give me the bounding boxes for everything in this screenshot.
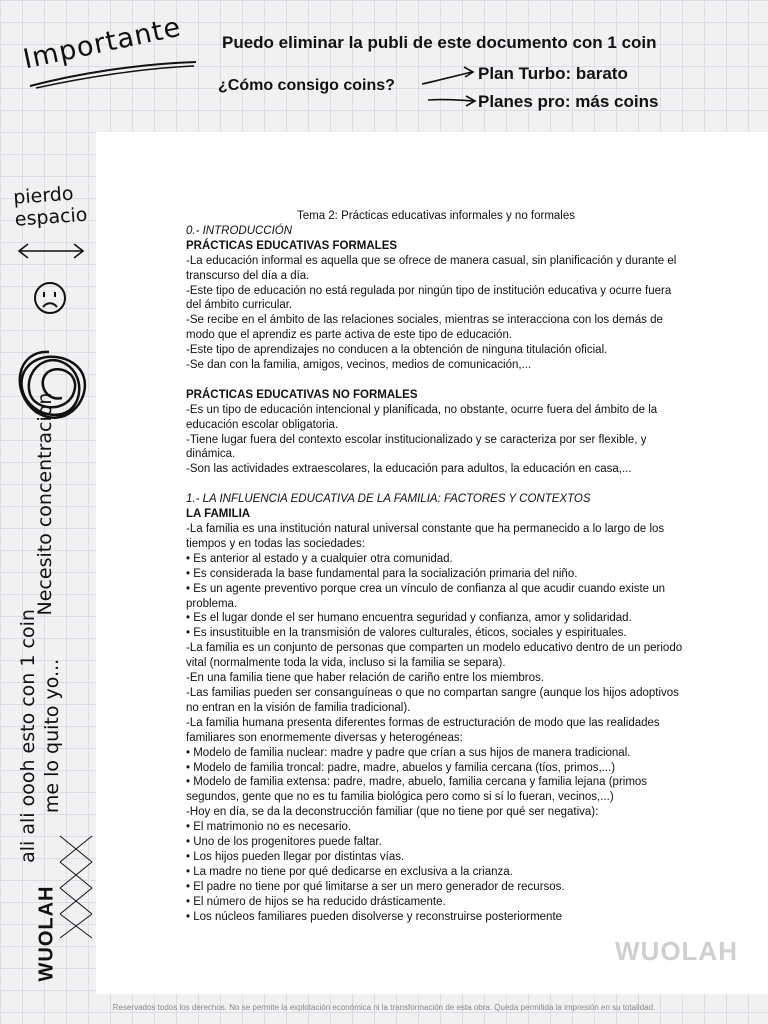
bullet-item: • Los hijos pueden llegar por distintas vías. bbox=[186, 850, 405, 863]
paragraph: -Este tipo de educación no está regulada por ningún tipo de institución educativa y ocurre fuera del ámbito curricular. bbox=[186, 284, 672, 312]
spacer bbox=[186, 373, 686, 388]
sad-face-icon bbox=[32, 280, 68, 316]
paragraph: -Se dan con la familia, amigos, vecinos, medios de comunicación,... bbox=[186, 359, 532, 372]
bullet-item: • Uno de los progenitores puede faltar. bbox=[186, 836, 382, 849]
paragraph: -Es un tipo de educación intencional y planificada, no obstante, ocurre fuera del ámbito de la educación escolar obligatoria. bbox=[186, 403, 658, 431]
document-body bbox=[186, 209, 686, 924]
paragraph: -La familia es una institución natural universal constante que ha permanecido a lo largo de los tiempos y en todas las sociedades: bbox=[186, 523, 665, 550]
double-arrow-icon bbox=[16, 242, 86, 260]
cross-hatch-icon bbox=[56, 832, 96, 942]
paragraph: -La familia humana presenta diferentes formas de estructuración de modo que las realidades familiares son enormemente diversas y heterogéneas: bbox=[186, 716, 660, 744]
bullet-item: • Los núcleos familiares pueden disolverse y reconstruirse posteriormente bbox=[186, 910, 563, 923]
nonformal-heading: PRÁCTICAS EDUCATIVAS NO FORMALES bbox=[186, 388, 418, 401]
document-page bbox=[96, 132, 768, 994]
important-label: Importante bbox=[20, 11, 184, 76]
formal-heading: PRÁCTICAS EDUCATIVAS FORMALES bbox=[186, 239, 398, 252]
paragraph: -Hoy en día, se da la deconstrucción familiar (que no tiene por qué ser negativa): bbox=[186, 806, 599, 819]
plan-turbo-link[interactable]: Plan Turbo: barato bbox=[478, 64, 628, 83]
document-title: Tema 2: Prácticas educativas informales y no formales bbox=[296, 210, 576, 222]
brand-logo: WUOLAH bbox=[35, 885, 58, 982]
copyright-footer: Reservados todos los derechos. No se permite la explotación económica ni la transformación de esta obra. Queda permitida la impresión en su totalidad. bbox=[112, 1003, 656, 1012]
plan-pro-link[interactable]: Planes pro: más coins bbox=[478, 92, 659, 111]
ali-ali-text: ali ali oooh esto con 1 coin me lo quito yo... bbox=[17, 609, 63, 863]
pierdo-espacio-text: pierdo espacio bbox=[12, 182, 89, 231]
paragraph: -Este tipo de aprendizajes no conducen a la obtención de ninguna titulación oficial. bbox=[186, 344, 608, 357]
paragraph: -En una familia tiene que haber relación de cariño entre los miembros. bbox=[186, 672, 544, 685]
section1-heading: 1.- LA INFLUENCIA EDUCATIVA DE LA FAMILIA: FACTORES Y CONTEXTOS bbox=[186, 493, 591, 506]
bullet-item: • El matrimonio no es necesario. bbox=[186, 821, 352, 834]
bullet-item: • Modelo de familia nuclear: madre y padre que crían a sus hijos de manera tradicional. bbox=[186, 746, 631, 759]
intro-heading: 0.- INTRODUCCIÓN bbox=[186, 224, 293, 237]
bullet-item: • Es el lugar donde el ser humano encuentra seguridad y confianza, amor y solidaridad. bbox=[186, 612, 632, 625]
underline-scribble-icon bbox=[26, 60, 201, 90]
watermark-logo: WUOLAH bbox=[615, 936, 738, 966]
side-ad bbox=[0, 132, 96, 1024]
paragraph: -Las familias pueden ser consanguíneas o que no compartan sangre (aunque los hijos adoptivos no entran en la visión de familia tradicional). bbox=[186, 686, 679, 714]
family-heading: LA FAMILIA bbox=[186, 508, 251, 521]
paragraph: -Tiene lugar fuera del contexto escolar institucionalizado y se caracteriza por ser flexible, y dinámica. bbox=[186, 433, 647, 461]
bullet-item: • La madre no tiene por qué dedicarse en exclusiva a la crianza. bbox=[186, 865, 513, 878]
paragraph: -Son las actividades extraescolares, la educación para adultos, la educación en casa,... bbox=[186, 463, 632, 476]
necesito-concentracion-text: Necesito concentración bbox=[34, 392, 56, 616]
coins-question: ¿Cómo consigo coins? bbox=[218, 77, 395, 94]
bullet-item: • El padre no tiene por qué limitarse a ser un mero generador de recursos. bbox=[186, 880, 565, 893]
paragraph: -La familia es un conjunto de personas que comparten un modelo educativo dentro de un periodo vital (normalmente toda la vida, incluso si la familia se separa). bbox=[186, 642, 683, 670]
bullet-item: • Modelo de familia extensa: padre, madre, abuelo, familia cercana y familia lejana (primos segundos, gente que no es tu familia biológica pero como si sí lo fueran, vecinos,...) bbox=[186, 776, 648, 804]
ad-banner bbox=[0, 0, 768, 132]
bullet-item: • El número de hijos se ha reducido drásticamente. bbox=[186, 895, 446, 908]
bullet-item: • Es insustituible en la transmisión de valores culturales, éticos, sociales y espirituales. bbox=[186, 627, 627, 640]
paragraph: -La educación informal es aquella que se ofrece de manera casual, sin planificación y durante el transcurso del día a día. bbox=[186, 254, 677, 282]
spacer bbox=[186, 477, 686, 492]
paragraph: -Se recibe en el ámbito de las relaciones sociales, mientras se interacciona con los demás de modo que el aprendiz es parte activa de este tipo de educación. bbox=[186, 314, 663, 342]
bullet-item: • Es anterior al estado y a cualquier otra comunidad. bbox=[186, 552, 453, 565]
bullet-item: • Modelo de familia troncal: padre, madre, abuelos y familia cercana (tíos, primos,...) bbox=[186, 761, 616, 774]
bullet-item: • Es un agente preventivo porque crea un vínculo de confianza al que acudir cuando existe un problema. bbox=[186, 582, 666, 610]
remove-ad-text: Puedo eliminar la publi de este documento con 1 coin bbox=[222, 33, 657, 52]
bullet-item: • Es considerada la base fundamental para la socialización primaria del niño. bbox=[186, 567, 578, 580]
arrow-icon bbox=[420, 64, 480, 112]
